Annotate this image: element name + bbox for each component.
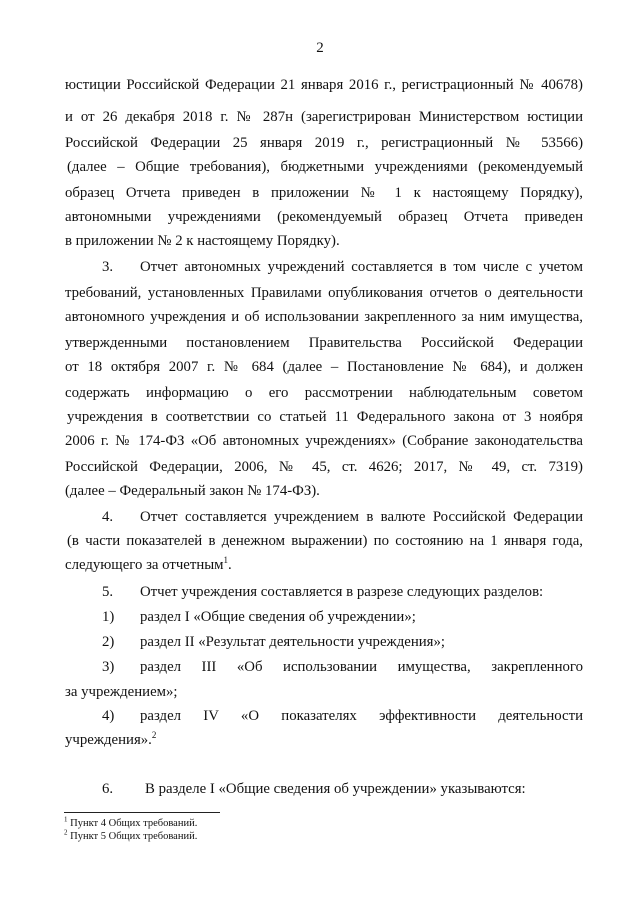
body-line [65, 730, 583, 750]
footnote-mark: 1 [64, 815, 68, 824]
list-number: 2) [102, 634, 115, 650]
footnote-text: Пункт 5 Общих требований. [70, 831, 198, 842]
body-line: Российской Федерации 25 января 2019 г., регистрационный № 53566) [65, 135, 583, 151]
list-item: раздел I «Общие сведения об учреждении»; [140, 609, 416, 625]
list-number: 3) [102, 659, 115, 675]
body-line: Отчет автономных учреждений составляется в том числе с учетом [140, 259, 583, 275]
body-line: образец Отчета приведен в приложении № 1 к настоящему Порядку), [65, 185, 583, 201]
body-line: юстиции Российской Федерации 21 января 2016 г., регистрационный № 40678) [65, 77, 583, 93]
body-line: Отчет учреждения составляется в разрезе следующих разделов: [140, 584, 544, 600]
footnote-ref: 1 [223, 555, 229, 566]
body-text: учреждения». [65, 732, 152, 748]
body-line: Российской Федерации, 2006, № 45, ст. 4626; 2017, № 49, ст. 7319) [65, 459, 583, 475]
body-line: и от 26 декабря 2018 г. № 287н (зарегистрирован Министерством юстиции [65, 109, 583, 125]
body-line: (в части показателей в денежном выражении) по состоянию на 1 января года, [67, 533, 583, 549]
body-line: (далее – Федеральный закон № 174-ФЗ). [65, 483, 320, 499]
body-line: (далее – Общие требования), бюджетными учреждениями (рекомендуемый [67, 159, 583, 175]
footnote-text: Пункт 4 Общих требований. [70, 818, 198, 829]
footnote-ref: 2 [151, 730, 157, 741]
footnote-mark: 2 [64, 828, 68, 837]
footnote [64, 817, 197, 830]
page-number: 2 [316, 40, 324, 56]
paragraph-number: 4. [102, 509, 114, 525]
list-item: раздел IV «О показателях эффективности деятельности [140, 708, 583, 724]
list-number: 4) [102, 708, 115, 724]
paragraph-number: 5. [102, 584, 114, 600]
body-line: 2006 г. № 174-ФЗ «Об автономных учреждениях» (Собрание законодательства [65, 433, 583, 449]
body-line: за учреждением»; [65, 684, 178, 700]
body-line [65, 555, 583, 575]
body-line: утвержденными постановлением Правительства Российской Федерации [65, 335, 583, 351]
body-line: учреждения в соответствии со статьей 11 Федерального закона от 3 ноября [67, 409, 583, 425]
body-line: В разделе I «Общие сведения об учреждении» указываются: [145, 781, 526, 797]
body-line: автономными учреждениями (рекомендуемый образец Отчета приведен [65, 209, 583, 225]
paragraph-number: 6. [102, 781, 114, 797]
body-line: от 18 октября 2007 г. № 684 (далее – Постановление № 684), и должен [65, 359, 583, 375]
body-text: . [228, 557, 232, 573]
footnote-separator [64, 812, 220, 813]
footnote [64, 830, 197, 843]
list-item: раздел II «Результат деятельности учреждения»; [140, 634, 445, 650]
body-line: автономного учреждения и об использовании закрепленного за ним имущества, [65, 309, 583, 325]
paragraph-number: 3. [102, 259, 114, 275]
body-line: в приложении № 2 к настоящему Порядку). [65, 233, 340, 249]
body-text: следующего за отчетным [65, 557, 224, 573]
list-item: раздел III «Об использовании имущества, закрепленного [140, 659, 583, 675]
body-line: содержать информацию о его рассмотрении наблюдательным советом [65, 385, 583, 401]
list-number: 1) [102, 609, 115, 625]
body-line: Отчет составляется учреждением в валюте Российской Федерации [140, 509, 583, 525]
body-line: требований, установленных Правилами опубликования отчетов о деятельности [65, 285, 583, 301]
